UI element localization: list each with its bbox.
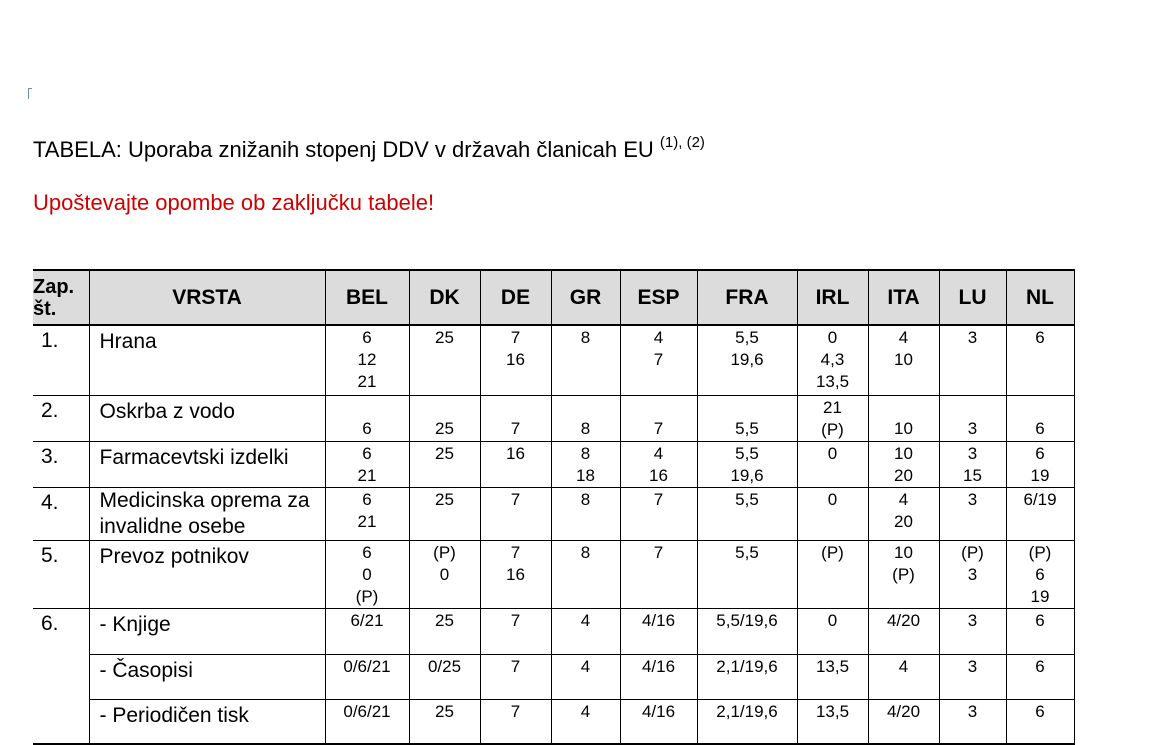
header-bel: BEL [325,270,409,325]
cell-irl: 0 [797,441,868,487]
cell-de: 7 [480,395,551,441]
cell-nl: 6 [1006,654,1074,699]
cell-fra: 5,5 19,6 [697,325,797,395]
cell-ita: 10 [868,395,939,441]
table-row [33,608,1074,654]
cell-bel: 6 21 [325,487,409,540]
cell-dk: 25 [409,395,480,441]
cell-fra: 2,1/19,6 [697,654,797,699]
row-kind: Farmacevtski izdelki [89,441,325,487]
header-fra: FRA [697,270,797,325]
table-row [33,540,1074,608]
cell-gr: 4 [551,654,620,699]
cell-gr: 8 [551,395,620,441]
header-vrsta: VRSTA [89,270,325,325]
table-row [33,487,1074,540]
cell-de: 7 [480,699,551,744]
header-zap: Zap. št. [33,270,89,325]
table-header-row [33,270,1074,325]
cell-ita: 10 20 [868,441,939,487]
cell-gr: 8 [551,325,620,395]
cell-nl: 6 [1006,608,1074,654]
cell-dk: 25 [409,608,480,654]
row-number: 3. [33,441,89,487]
cell-nl: 6 [1006,395,1074,441]
cell-dk: (P) 0 [409,540,480,608]
cell-gr: 8 [551,540,620,608]
cell-dk: 25 [409,325,480,395]
cell-de: 7 16 [480,540,551,608]
cell-bel: 0/6/21 [325,654,409,699]
cell-gr: 4 [551,608,620,654]
cell-ita: 10 (P) [868,540,939,608]
cell-nl: 6 [1006,325,1074,395]
table-row [33,654,1074,699]
vat-rates-table [33,269,1075,745]
cell-lu: 3 [939,608,1006,654]
cell-gr: 4 [551,699,620,744]
cell-lu: (P) 3 [939,540,1006,608]
header-gr: GR [551,270,620,325]
cell-lu: 3 [939,654,1006,699]
cell-dk: 25 [409,699,480,744]
table-row [33,325,1074,395]
cell-nl: (P) 6 19 [1006,540,1074,608]
cell-bel: 6 12 21 [325,325,409,395]
cell-esp: 7 [620,395,697,441]
cell-ita: 4/20 [868,699,939,744]
table-row [33,441,1074,487]
cell-irl: (P) [797,540,868,608]
cell-fra: 5,5/19,6 [697,608,797,654]
row-number [33,654,89,699]
cell-de: 16 [480,441,551,487]
cell-dk: 0/25 [409,654,480,699]
cell-esp: 7 [620,487,697,540]
cell-irl: 21 (P) [797,395,868,441]
row-number: 4. [33,487,89,540]
cell-nl: 6 [1006,699,1074,744]
title-text: TABELA: Uporaba znižanih stopenj DDV v državah članicah EU [33,137,654,162]
cell-lu: 3 15 [939,441,1006,487]
cell-fra: 5,5 19,6 [697,441,797,487]
row-kind: - Periodičen tisk [89,699,325,744]
row-number: 5. [33,540,89,608]
row-kind: Hrana [89,325,325,395]
row-kind: - Časopisi [89,654,325,699]
cell-lu: 3 [939,487,1006,540]
row-number: 2. [33,395,89,441]
row-kind: Medicinska oprema za invalidne osebe [89,487,325,540]
cell-esp: 4/16 [620,608,697,654]
cell-lu: 3 [939,699,1006,744]
header-irl: IRL [797,270,868,325]
cell-irl: 13,5 [797,654,868,699]
cell-esp: 4/16 [620,699,697,744]
cell-bel: 0/6/21 [325,699,409,744]
notice-text: Upoštevajte opombe ob zaključku tabele! [33,190,435,215]
cell-bel: 6 0 (P) [325,540,409,608]
cell-esp: 4/16 [620,654,697,699]
cell-fra: 5,5 [697,487,797,540]
header-lu: LU [939,270,1006,325]
cell-bel: 6 21 [325,441,409,487]
cell-esp: 4 7 [620,325,697,395]
cell-fra: 5,5 [697,395,797,441]
cell-gr: 8 [551,487,620,540]
cell-de: 7 [480,487,551,540]
row-kind: - Knjige [89,608,325,654]
row-kind: Prevoz potnikov [89,540,325,608]
cell-irl: 13,5 [797,699,868,744]
cell-ita: 4/20 [868,608,939,654]
page-title [33,134,705,163]
cell-bel: 6 [325,395,409,441]
header-dk: DK [409,270,480,325]
cell-ita: 4 [868,654,939,699]
cell-de: 7 16 [480,325,551,395]
cell-fra: 5,5 [697,540,797,608]
corner-mark [28,88,32,99]
cell-esp: 4 16 [620,441,697,487]
cell-dk: 25 [409,441,480,487]
cell-ita: 4 20 [868,487,939,540]
cell-ita: 4 10 [868,325,939,395]
header-esp: ESP [620,270,697,325]
cell-irl: 0 4,3 13,5 [797,325,868,395]
title-footnote-ref: (1), (2) [659,134,705,151]
cell-de: 7 [480,608,551,654]
cell-esp: 7 [620,540,697,608]
row-number [33,699,89,744]
table-row [33,395,1074,441]
cell-nl: 6/19 [1006,487,1074,540]
header-nl: NL [1006,270,1074,325]
cell-de: 7 [480,654,551,699]
row-kind: Oskrba z vodo [89,395,325,441]
cell-gr: 8 18 [551,441,620,487]
cell-bel: 6/21 [325,608,409,654]
cell-fra: 2,1/19,6 [697,699,797,744]
cell-dk: 25 [409,487,480,540]
cell-irl: 0 [797,487,868,540]
row-number: 1. [33,325,89,395]
cell-nl: 6 19 [1006,441,1074,487]
row-number: 6. [33,608,89,654]
header-ita: ITA [868,270,939,325]
table-row [33,699,1074,744]
cell-irl: 0 [797,608,868,654]
cell-lu: 3 [939,395,1006,441]
cell-lu: 3 [939,325,1006,395]
header-de: DE [480,270,551,325]
